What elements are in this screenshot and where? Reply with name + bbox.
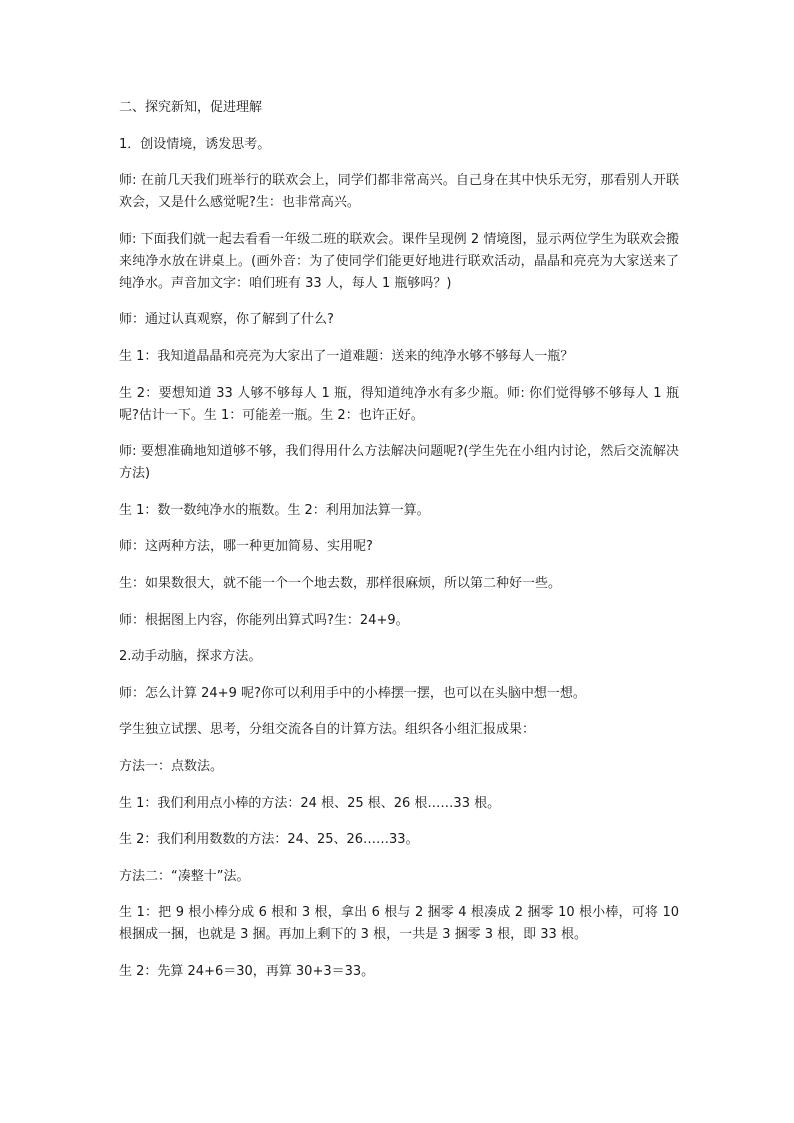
paragraph: 生 1：我知道晶晶和亮亮为大家出了一道难题：送来的纯净水够不够每人一瓶？ (119, 348, 574, 364)
document-body (119, 97, 679, 997)
paragraph: 师: 要想准确地知道够不够，我们得用什么方法解决问题呢?(学生先在小组内讨论，然后交流解决方法) (119, 444, 679, 482)
paragraph: 师：这两种方法，哪一种更加简易、实用呢? (119, 539, 373, 555)
paragraph: 方法二：“凑整十”法。 (119, 868, 250, 884)
paragraph: 师: 在前几天我们班举行的联欢会上，同学们都非常高兴。自己身在其中快乐无穷，那看别人开联欢会，又是什么感觉呢?生：也非常高兴。 (119, 173, 679, 211)
paragraph: 师：怎么计算 24+9 呢?你可以利用手中的小棒摆一摆，也可以在头脑中想一想。 (119, 685, 586, 701)
paragraph: 生 1：我们利用点小棒的方法：24 根、25 根、26 根……33 根。 (119, 795, 501, 811)
paragraph: 师：根据图上内容，你能列出算式吗?生：24+9。 (119, 612, 409, 628)
paragraph: 师: 下面我们就一起去看看一年级二班的联欢会。课件呈现例 2 情境图，显示两位学生为联欢会搬来纯净水放在讲桌上。(画外音：为了使同学们能更好地进行联欢活动，晶晶和亮亮为大家送来了纯净水。声音加文字：咱们班有 33 人，每人 1 瓶够吗？) (119, 231, 679, 291)
paragraph: 生：如果数很大，就不能一个一个地去数，那样很麻烦，所以第二种好一些。 (119, 575, 562, 591)
subsection-heading: 1．创设情境，诱发思考。 (119, 136, 271, 152)
section-heading: 二、探究新知，促进理解 (119, 100, 263, 115)
paragraph: 生 1：数一数纯净水的瓶数。生 2：利用加法算一算。 (119, 502, 430, 518)
paragraph: 生 2：要想知道 33 人够不够每人 1 瓶，得知道纯净水有多少瓶。师: 你们觉得够不够每人 1 瓶呢?估计一下。生 1：可能差一瓶。生 2：也许正好。 (119, 385, 679, 423)
paragraph: 生 1：把 9 根小棒分成 6 根和 3 根，拿出 6 根与 2 捆零 4 根凑成 2 捆零 10 根小棒，可将 10 根捆成一捆，也就是 3 捆。再加上剩下的 3 根，一共是 3 捆零 3 根，即 33 根。 (119, 905, 679, 943)
paragraph: 生 2：先算 24+6＝30，再算 30+3＝33。 (119, 963, 375, 979)
paragraph: 方法一：点数法。 (119, 758, 224, 774)
subsection-heading: 2.动手动脑，探求方法。 (119, 649, 262, 665)
paragraph: 生 2：我们利用数数的方法：24、25、26……33。 (119, 832, 419, 848)
paragraph: 学生独立试摆、思考，分组交流各自的计算方法。组织各小组汇报成果： (119, 722, 536, 738)
paragraph: 师：通过认真观察，你了解到了什么? (119, 312, 334, 328)
